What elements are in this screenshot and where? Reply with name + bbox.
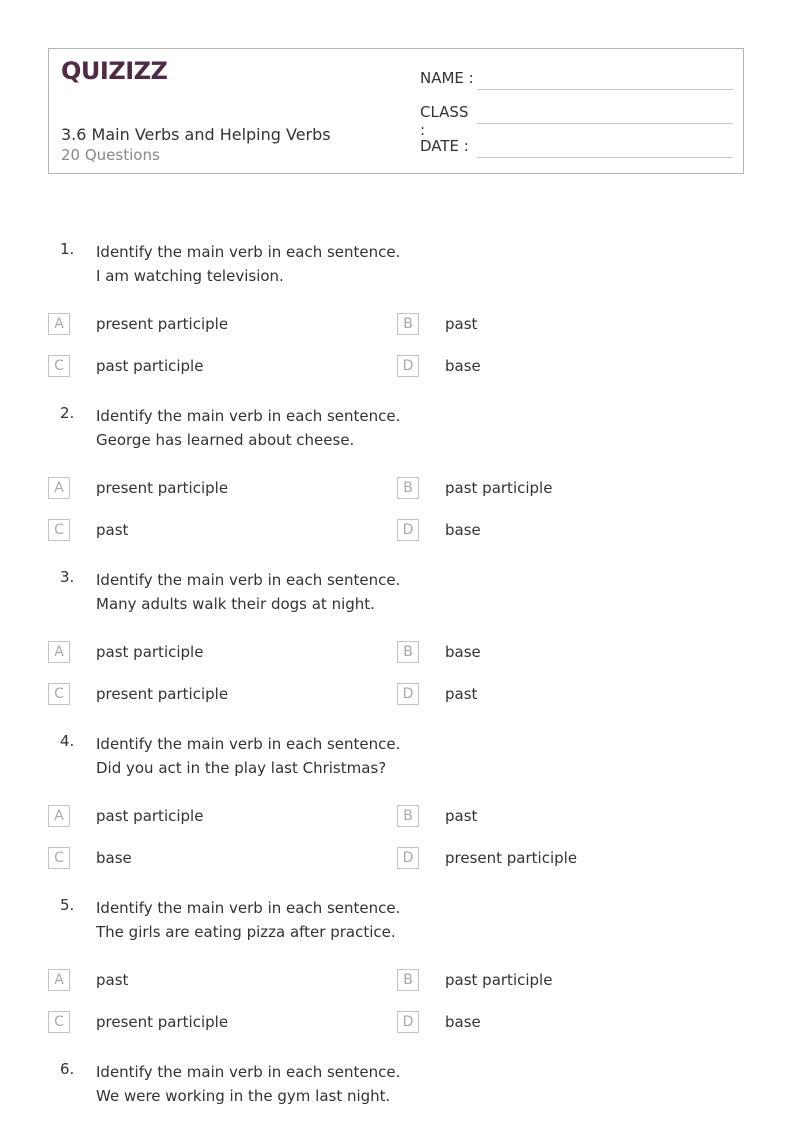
- question-text: [96, 732, 400, 780]
- question-text: [96, 1060, 400, 1108]
- name-label: NAME :: [420, 69, 474, 87]
- option-c-box[interactable]: C: [48, 683, 70, 705]
- question-number: 6.: [60, 1060, 75, 1078]
- quizizz-logo: [61, 57, 167, 85]
- option-d-box[interactable]: D: [397, 683, 419, 705]
- option-d-box[interactable]: D: [397, 847, 419, 869]
- date-line[interactable]: [477, 157, 733, 158]
- option-a-text: present participle: [96, 315, 229, 333]
- option-b-box[interactable]: B: [397, 477, 419, 499]
- question-number: 4.: [60, 732, 75, 750]
- date-label: DATE :: [420, 137, 469, 155]
- option-c-box[interactable]: C: [48, 847, 70, 869]
- option-b-text: past participle: [445, 479, 553, 497]
- option-c-text: present participle: [96, 685, 229, 703]
- question-prompt: Identify the main verb in each sentence.: [96, 899, 401, 917]
- question-number: 5.: [60, 896, 75, 914]
- question-prompt: Identify the main verb in each sentence.: [96, 735, 401, 753]
- option-b-text: past: [445, 807, 478, 825]
- name-field: [420, 69, 476, 87]
- question-sentence: George has learned about cheese.: [96, 431, 355, 449]
- option-d-text: base: [445, 521, 481, 539]
- question-number: 3.: [60, 568, 75, 586]
- option-c-text: past: [96, 521, 129, 539]
- date-field: [420, 137, 476, 155]
- logo-text: QUIZIZZ: [61, 57, 168, 85]
- option-d-box[interactable]: D: [397, 1011, 419, 1033]
- option-a-box[interactable]: A: [48, 805, 70, 827]
- option-c-box[interactable]: C: [48, 519, 70, 541]
- option-a-box[interactable]: A: [48, 313, 70, 335]
- question-number: 1.: [60, 240, 75, 258]
- option-c-box[interactable]: C: [48, 1011, 70, 1033]
- option-a-text: past participle: [96, 807, 204, 825]
- option-c-text: present participle: [96, 1013, 229, 1031]
- question-text: [96, 240, 400, 288]
- class-line[interactable]: [477, 123, 733, 124]
- option-c-text: base: [96, 849, 132, 867]
- option-d-text: base: [445, 357, 481, 375]
- name-line[interactable]: [477, 89, 733, 90]
- question-prompt: Identify the main verb in each sentence.: [96, 407, 401, 425]
- worksheet-header: [48, 48, 744, 174]
- option-d-box[interactable]: D: [397, 519, 419, 541]
- option-b-text: past: [445, 315, 478, 333]
- option-a-box[interactable]: A: [48, 477, 70, 499]
- question-sentence: We were working in the gym last night.: [96, 1087, 391, 1105]
- question-sentence: Did you act in the play last Christmas?: [96, 759, 387, 777]
- question-sentence: Many adults walk their dogs at night.: [96, 595, 375, 613]
- option-b-box[interactable]: B: [397, 313, 419, 335]
- option-c-text: past participle: [96, 357, 204, 375]
- option-d-text: past: [445, 685, 478, 703]
- option-b-box[interactable]: B: [397, 805, 419, 827]
- question-prompt: Identify the main verb in each sentence.: [96, 571, 401, 589]
- option-d-box[interactable]: D: [397, 355, 419, 377]
- option-a-box[interactable]: A: [48, 969, 70, 991]
- option-c-box[interactable]: C: [48, 355, 70, 377]
- question-sentence: I am watching television.: [96, 267, 284, 285]
- option-a-text: past: [96, 971, 129, 989]
- option-b-box[interactable]: B: [397, 969, 419, 991]
- option-a-box[interactable]: A: [48, 641, 70, 663]
- option-d-text: base: [445, 1013, 481, 1031]
- question-count: 20 Questions: [61, 146, 160, 164]
- question-text: [96, 404, 400, 452]
- question-text: [96, 896, 400, 944]
- question-prompt: Identify the main verb in each sentence.: [96, 243, 401, 261]
- class-field: [420, 103, 476, 139]
- option-b-text: past participle: [445, 971, 553, 989]
- question-sentence: The girls are eating pizza after practice.: [96, 923, 396, 941]
- question-text: [96, 568, 400, 616]
- class-label: CLASS :: [420, 103, 469, 139]
- option-d-text: present participle: [445, 849, 578, 867]
- option-b-text: base: [445, 643, 481, 661]
- worksheet-title: 3.6 Main Verbs and Helping Verbs: [61, 125, 331, 144]
- question-number: 2.: [60, 404, 75, 422]
- option-a-text: past participle: [96, 643, 204, 661]
- option-a-text: present participle: [96, 479, 229, 497]
- option-b-box[interactable]: B: [397, 641, 419, 663]
- question-prompt: Identify the main verb in each sentence.: [96, 1063, 401, 1081]
